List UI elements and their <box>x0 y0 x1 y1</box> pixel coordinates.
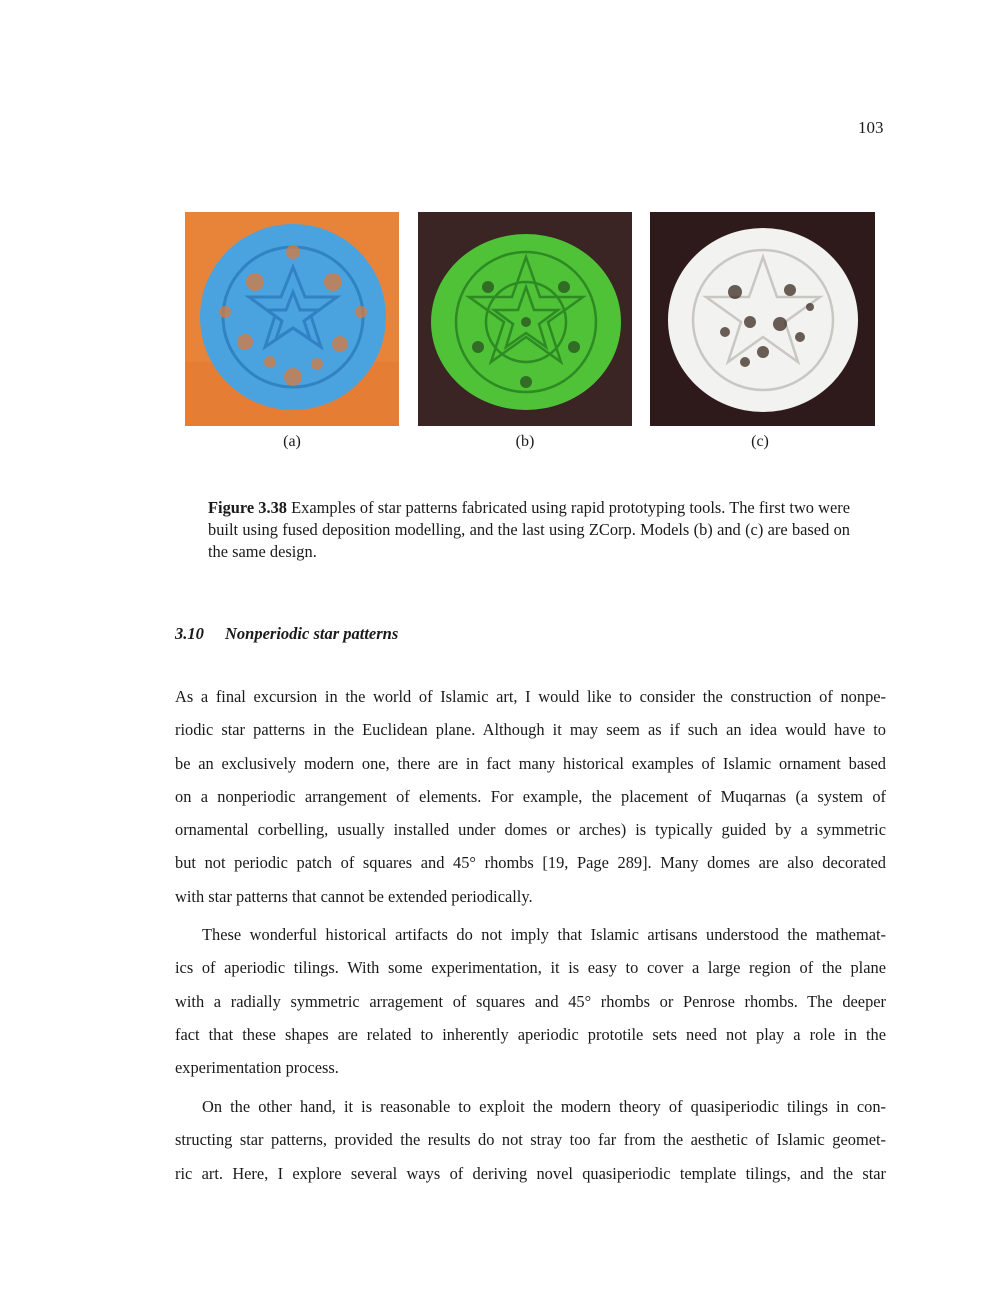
text-line: be an exclusively modern one, there are in fact many historical examples of Islamic ornament based <box>175 753 886 773</box>
text-line: structing star patterns, provided the results do not stray too far from the aesthetic of Islamic geomet- <box>175 1130 886 1150</box>
figure-caption <box>208 497 850 563</box>
figure-panel-b-photo <box>418 212 632 426</box>
text-line: On the other hand, it is reasonable to exploit the modern theory of quasiperiodic tilings in con- <box>202 1097 886 1116</box>
text-line: ric art. Here, I explore several ways of deriving novel quasiperiodic template tilings, and the star <box>175 1163 886 1183</box>
section-heading <box>175 624 398 644</box>
figure-caption-text: Examples of star patterns fabricated using rapid prototyping tools. The first two were built using fused deposition modelling, and the last using ZCorp. Models (b) and (c) are based on the same design. <box>208 498 850 561</box>
paragraph-2 <box>175 918 886 1084</box>
paragraph-3 <box>175 1090 886 1190</box>
text-line: fact that these shapes are related to inherently aperiodic prototile sets need not play a role in the <box>175 1024 886 1044</box>
text-line: These wonderful historical artifacts do not imply that Islamic artisans understood the mathemat- <box>202 925 886 944</box>
subfigure-label-a: (a) <box>283 433 301 450</box>
text-line: on a nonperiodic arrangement of elements. For example, the placement of Muqarnas (a system of <box>175 786 886 806</box>
section-title: Nonperiodic star patterns <box>225 624 399 643</box>
figure-3-38 <box>0 212 1000 452</box>
subfigure-label-c: (c) <box>751 433 769 450</box>
subfigure-label-b: (b) <box>515 433 535 450</box>
text-line: riodic star patterns in the Euclidean plane. Although it may seem as if such an idea would have to <box>175 720 886 740</box>
white-sphere-image <box>650 212 875 426</box>
text-line: with star patterns that cannot be extended periodically. <box>175 886 533 906</box>
text-line: ics of aperiodic tilings. With some experimentation, it is easy to cover a large region of the plane <box>175 958 886 978</box>
figure-panel-a-photo <box>185 212 399 426</box>
page-number: 103 <box>858 118 884 137</box>
text-line: with a radially symmetric arragement of squares and 45° rhombs or Penrose rhombs. The deeper <box>175 991 886 1011</box>
figure-caption-label: Figure 3.38 <box>208 498 287 517</box>
text-line: ornamental corbelling, usually installed under domes or arches) is typically guided by a symmetric <box>175 820 886 840</box>
green-sphere-image <box>418 212 632 426</box>
figure-panel-c-photo <box>650 212 875 426</box>
text-line: but not periodic patch of squares and 45° rhombs [19, Page 289]. Many domes are also decorated <box>175 853 886 873</box>
blue-sphere-image <box>185 212 399 426</box>
section-number: 3.10 <box>175 624 204 643</box>
paragraph-1 <box>175 680 886 913</box>
text-line: experimentation process. <box>175 1058 339 1078</box>
text-line: As a final excursion in the world of Islamic art, I would like to consider the construction of nonpe- <box>175 687 886 706</box>
